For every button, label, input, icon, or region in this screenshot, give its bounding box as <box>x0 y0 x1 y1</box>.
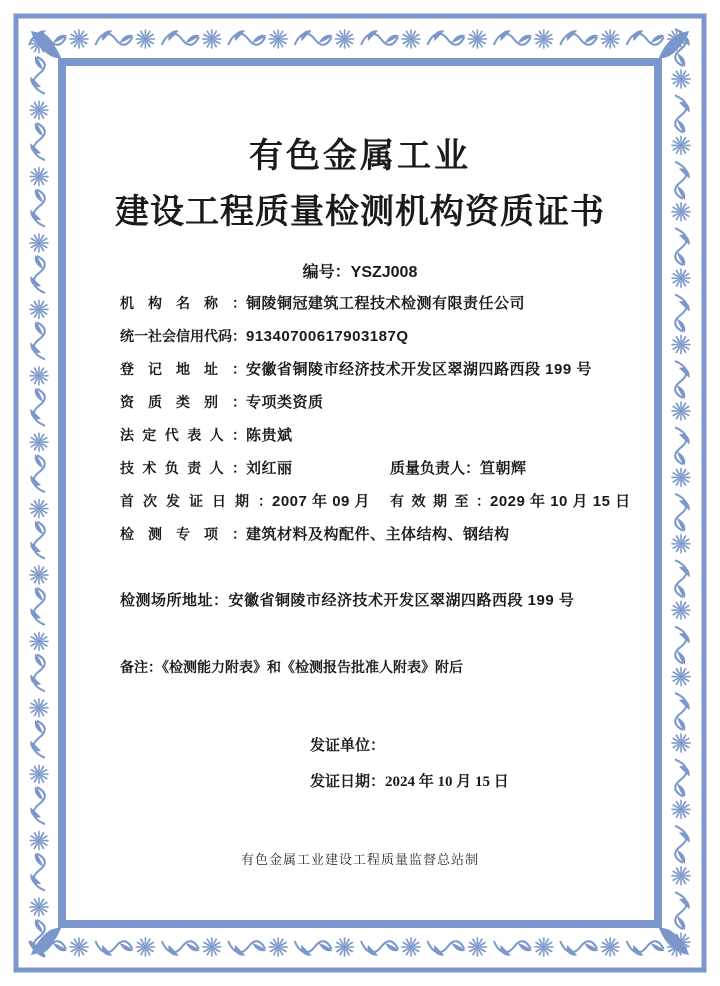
footer-seal-text: 有色金属工业建设工程质量监督总站制 <box>240 853 479 868</box>
site-label: 检测场所地址： <box>120 592 229 609</box>
certificate-title-line2: 建设工程质量检测机构资质证书 <box>115 193 605 231</box>
issue-date-label: 发证日期： <box>310 773 386 790</box>
issue-date <box>310 773 509 791</box>
field-label: 技术负责人： <box>120 460 246 476</box>
serial-label: 编号： <box>302 264 351 281</box>
field-label: 资质类别： <box>120 394 246 410</box>
field-row-legal-representative <box>120 427 680 444</box>
field-value: 91340700617903187Q <box>246 328 409 345</box>
field-value: 专项类资质 <box>246 394 324 411</box>
field-row-registered-address <box>120 361 680 378</box>
field-label: 机构名称： <box>120 295 246 311</box>
certificate-title-line1: 有色金属工业 <box>249 137 471 175</box>
field-label: 检测专项： <box>120 526 246 542</box>
field-label-valid-until: 有效期至： <box>390 493 490 509</box>
field-row-technical-director <box>120 460 680 477</box>
field-row-qualification-category <box>120 394 680 411</box>
field-label: 首次发证日期： <box>120 493 272 509</box>
field-pair <box>120 460 390 477</box>
field-value-quality-director: 笪朝辉 <box>480 460 527 477</box>
serial-number <box>0 259 720 282</box>
field-pair <box>120 493 390 510</box>
issuing-authority: 发证单位： <box>310 737 386 754</box>
field-value: 安徽省铜陵市经济技术开发区翠湖四路西段 199 号 <box>246 361 592 378</box>
issue-date-value: 2024 年 10 月 15 日 <box>385 774 509 790</box>
field-row-credit-code <box>120 328 680 345</box>
site-value: 安徽省铜陵市经济技术开发区翠湖四路西段 199 号 <box>228 592 575 609</box>
serial-value: YSZJ008 <box>350 264 418 281</box>
field-label: 登记地址： <box>120 361 246 377</box>
issue-block <box>310 737 509 810</box>
field-value: 铜陵铜冠建筑工程技术检测有限责任公司 <box>246 295 526 312</box>
remarks-note: 备注：《检测能力附表》和《检测报告批准人附表》附后 <box>120 659 463 675</box>
field-row-inspection-specialties <box>120 526 680 543</box>
field-value: 建筑材料及构配件、主体结构、钢结构 <box>246 526 510 543</box>
field-label-quality-director: 质量负责人： <box>390 460 481 477</box>
field-label: 统一社会信用代码： <box>120 328 246 344</box>
field-value: 2007 年 09 月 <box>272 493 371 510</box>
field-label: 法定代表人： <box>120 427 246 443</box>
field-row-org-name <box>120 295 680 312</box>
field-list <box>120 295 680 559</box>
field-value: 刘红丽 <box>246 460 293 477</box>
field-value: 陈贵斌 <box>246 427 293 444</box>
field-row-first-issue-date <box>120 493 680 510</box>
inspection-site-address <box>120 589 574 610</box>
field-value-valid-until: 2029 年 10 月 15 日 <box>490 493 631 510</box>
